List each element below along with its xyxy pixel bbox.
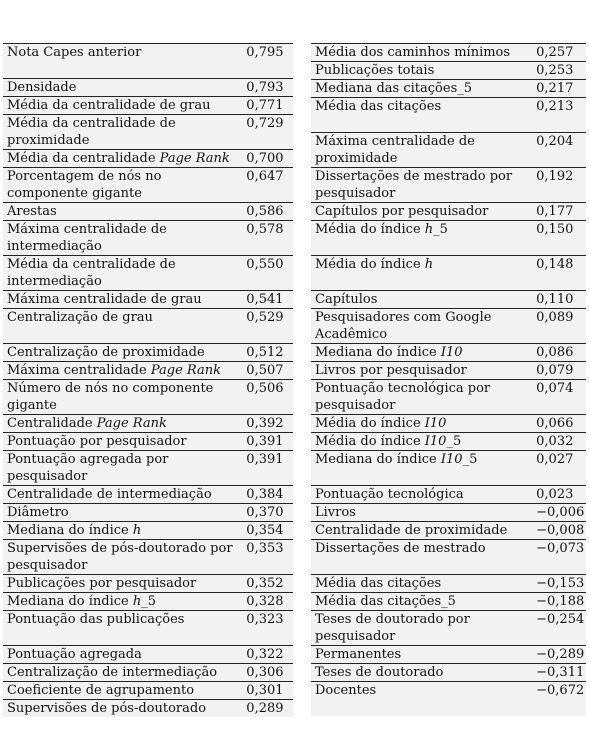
table-row [311, 309, 586, 344]
row-value: 0,795 [242, 44, 293, 79]
row-value: 0,354 [242, 522, 293, 540]
row-label: Máxima centralidade de proximidade [311, 133, 532, 168]
row-value: 0,384 [242, 486, 293, 504]
row-label: Mediana do índice h [3, 522, 242, 540]
table-row [311, 344, 586, 362]
table-row [3, 486, 293, 504]
table-row [3, 221, 293, 256]
row-value: 0,529 [242, 309, 293, 344]
row-label: Permanentes [311, 646, 532, 664]
row-label: Publicações por pesquisador [3, 575, 242, 593]
row-value: 0,217 [532, 80, 586, 98]
table-row [311, 593, 586, 611]
row-value: 0,289 [242, 700, 293, 718]
table-row [3, 79, 293, 97]
row-value: 0,177 [532, 203, 586, 221]
table-row [3, 344, 293, 362]
row-label: Média do índice I10 [311, 415, 532, 433]
row-value: 0,328 [242, 593, 293, 611]
row-label: Porcentagem de nós no componente gigante [3, 168, 242, 203]
row-label: Livros por pesquisador [311, 362, 532, 380]
row-label: Pontuação tecnológica por pesquisador [311, 380, 532, 415]
table-row [3, 593, 293, 611]
row-value: 0,700 [242, 150, 293, 168]
row-label: Mediana das citações_5 [311, 80, 532, 98]
table-row [3, 291, 293, 309]
table-row [311, 380, 586, 415]
table-row [311, 646, 586, 664]
table-row [311, 256, 586, 291]
row-value: 0,027 [532, 451, 586, 486]
table-row [311, 664, 586, 682]
table-row [311, 203, 586, 221]
table-row [3, 415, 293, 433]
row-label: Média dos caminhos mínimos [311, 44, 532, 62]
row-label: Supervisões de pós-doutorado [3, 700, 242, 718]
row-label: Centralidade de intermediação [3, 486, 242, 504]
row-label: Pontuação agregada por pesquisador [3, 451, 242, 486]
table-row [3, 451, 293, 486]
row-label: Média da centralidade Page Rank [3, 150, 242, 168]
table-row [3, 540, 293, 575]
row-value: 0,110 [532, 291, 586, 309]
table-row [311, 540, 586, 575]
row-label: Média do índice I10_5 [311, 433, 532, 451]
row-label: Máxima centralidade Page Rank [3, 362, 242, 380]
row-value: 0,352 [242, 575, 293, 593]
table-row [3, 664, 293, 682]
row-value: 0,253 [532, 62, 586, 80]
table-row [3, 150, 293, 168]
row-label: Pontuação por pesquisador [3, 433, 242, 451]
row-label: Média do índice h [311, 256, 532, 291]
row-value: 0,023 [532, 486, 586, 504]
table-row [311, 451, 586, 486]
row-value: 0,074 [532, 380, 586, 415]
row-label: Centralidade Page Rank [3, 415, 242, 433]
row-label: Média da centralidade de proximidade [3, 115, 242, 150]
row-label: Mediana do índice h_5 [3, 593, 242, 611]
row-value: 0,322 [242, 646, 293, 664]
row-value: 0,089 [532, 309, 586, 344]
row-value: 0,647 [242, 168, 293, 203]
row-value: 0,586 [242, 203, 293, 221]
table-row [3, 433, 293, 451]
row-value: 0,301 [242, 682, 293, 700]
row-label: Centralidade de proximidade [311, 522, 532, 540]
row-value: −0,073 [532, 540, 586, 575]
table-row [311, 362, 586, 380]
row-value: 0,032 [532, 433, 586, 451]
row-value: 0,391 [242, 433, 293, 451]
table-row [311, 611, 586, 646]
row-value: 0,213 [532, 98, 586, 133]
table-row [311, 133, 586, 168]
table-row [311, 80, 586, 98]
row-value: 0,506 [242, 380, 293, 415]
row-value: 0,541 [242, 291, 293, 309]
table-row [311, 682, 586, 717]
row-label: Densidade [3, 79, 242, 97]
row-label: Publicações totais [311, 62, 532, 80]
row-value: −0,311 [532, 664, 586, 682]
row-label: Pontuação das publicações [3, 611, 242, 646]
row-label: Dissertações de mestrado [311, 540, 532, 575]
row-label: Livros [311, 504, 532, 522]
row-label: Média da centralidade de grau [3, 97, 242, 115]
row-label: Centralização de proximidade [3, 344, 242, 362]
table-row [3, 309, 293, 344]
left-table [3, 43, 293, 717]
row-value: 0,793 [242, 79, 293, 97]
row-label: Teses de doutorado por pesquisador [311, 611, 532, 646]
row-value: 0,729 [242, 115, 293, 150]
row-label: Dissertações de mestrado por pesquisador [311, 168, 532, 203]
row-label: Docentes [311, 682, 532, 717]
table-row [3, 646, 293, 664]
table-row [311, 433, 586, 451]
row-value: 0,204 [532, 133, 586, 168]
right-table [311, 43, 586, 716]
row-value: 0,392 [242, 415, 293, 433]
row-label: Arestas [3, 203, 242, 221]
row-value: −0,289 [532, 646, 586, 664]
row-value: 0,150 [532, 221, 586, 256]
row-label: Média da centralidade de intermediação [3, 256, 242, 291]
row-value: 0,370 [242, 504, 293, 522]
row-label: Supervisões de pós-doutorado por pesquisador [3, 540, 242, 575]
table-row [311, 522, 586, 540]
row-value: 0,512 [242, 344, 293, 362]
row-value: 0,257 [532, 44, 586, 62]
table-row [3, 380, 293, 415]
table-row [311, 98, 586, 133]
table-row [3, 362, 293, 380]
row-value: 0,507 [242, 362, 293, 380]
row-value: 0,192 [532, 168, 586, 203]
table-row [311, 415, 586, 433]
row-label: Pontuação agregada [3, 646, 242, 664]
row-label: Diâmetro [3, 504, 242, 522]
table-row [3, 504, 293, 522]
row-value: 0,578 [242, 221, 293, 256]
table-row [3, 682, 293, 700]
table-row [311, 44, 586, 62]
table-row [311, 62, 586, 80]
table-row [3, 256, 293, 291]
table-row [311, 221, 586, 256]
table-row [311, 504, 586, 522]
row-value: 0,066 [532, 415, 586, 433]
row-label: Nota Capes anterior [3, 44, 242, 79]
table-row [3, 97, 293, 115]
table-row [311, 291, 586, 309]
table-row [3, 44, 293, 79]
row-label: Número de nós no componente gigante [3, 380, 242, 415]
table-row [3, 522, 293, 540]
row-value: −0,008 [532, 522, 586, 540]
row-label: Máxima centralidade de grau [3, 291, 242, 309]
row-value: −0,188 [532, 593, 586, 611]
row-label: Coeficiente de agrupamento [3, 682, 242, 700]
row-value: 0,079 [532, 362, 586, 380]
row-label: Média do índice h_5 [311, 221, 532, 256]
row-label: Teses de doutorado [311, 664, 532, 682]
table-row [3, 168, 293, 203]
row-value: 0,323 [242, 611, 293, 646]
row-label: Capítulos por pesquisador [311, 203, 532, 221]
row-value: −0,254 [532, 611, 586, 646]
row-value: 0,306 [242, 664, 293, 682]
row-value: 0,391 [242, 451, 293, 486]
row-label: Máxima centralidade de intermediação [3, 221, 242, 256]
row-label: Mediana do índice I10_5 [311, 451, 532, 486]
table-row [3, 115, 293, 150]
table-row [3, 611, 293, 646]
row-label: Centralização de intermediação [3, 664, 242, 682]
table-row [3, 700, 293, 718]
table-row [311, 168, 586, 203]
table-row [311, 575, 586, 593]
row-value: 0,550 [242, 256, 293, 291]
row-label: Média das citações [311, 575, 532, 593]
row-label: Média das citações [311, 98, 532, 133]
row-label: Capítulos [311, 291, 532, 309]
table-row [311, 486, 586, 504]
row-value: 0,771 [242, 97, 293, 115]
row-value: −0,153 [532, 575, 586, 593]
row-label: Média das citações_5 [311, 593, 532, 611]
table-row [3, 575, 293, 593]
row-label: Pontuação tecnológica [311, 486, 532, 504]
row-value: −0,672 [532, 682, 586, 717]
row-label: Pesquisadores com Google Acadêmico [311, 309, 532, 344]
table-row [3, 203, 293, 221]
row-value: 0,148 [532, 256, 586, 291]
row-label: Centralização de grau [3, 309, 242, 344]
row-label: Mediana do índice I10 [311, 344, 532, 362]
row-value: −0,006 [532, 504, 586, 522]
row-value: 0,353 [242, 540, 293, 575]
row-value: 0,086 [532, 344, 586, 362]
